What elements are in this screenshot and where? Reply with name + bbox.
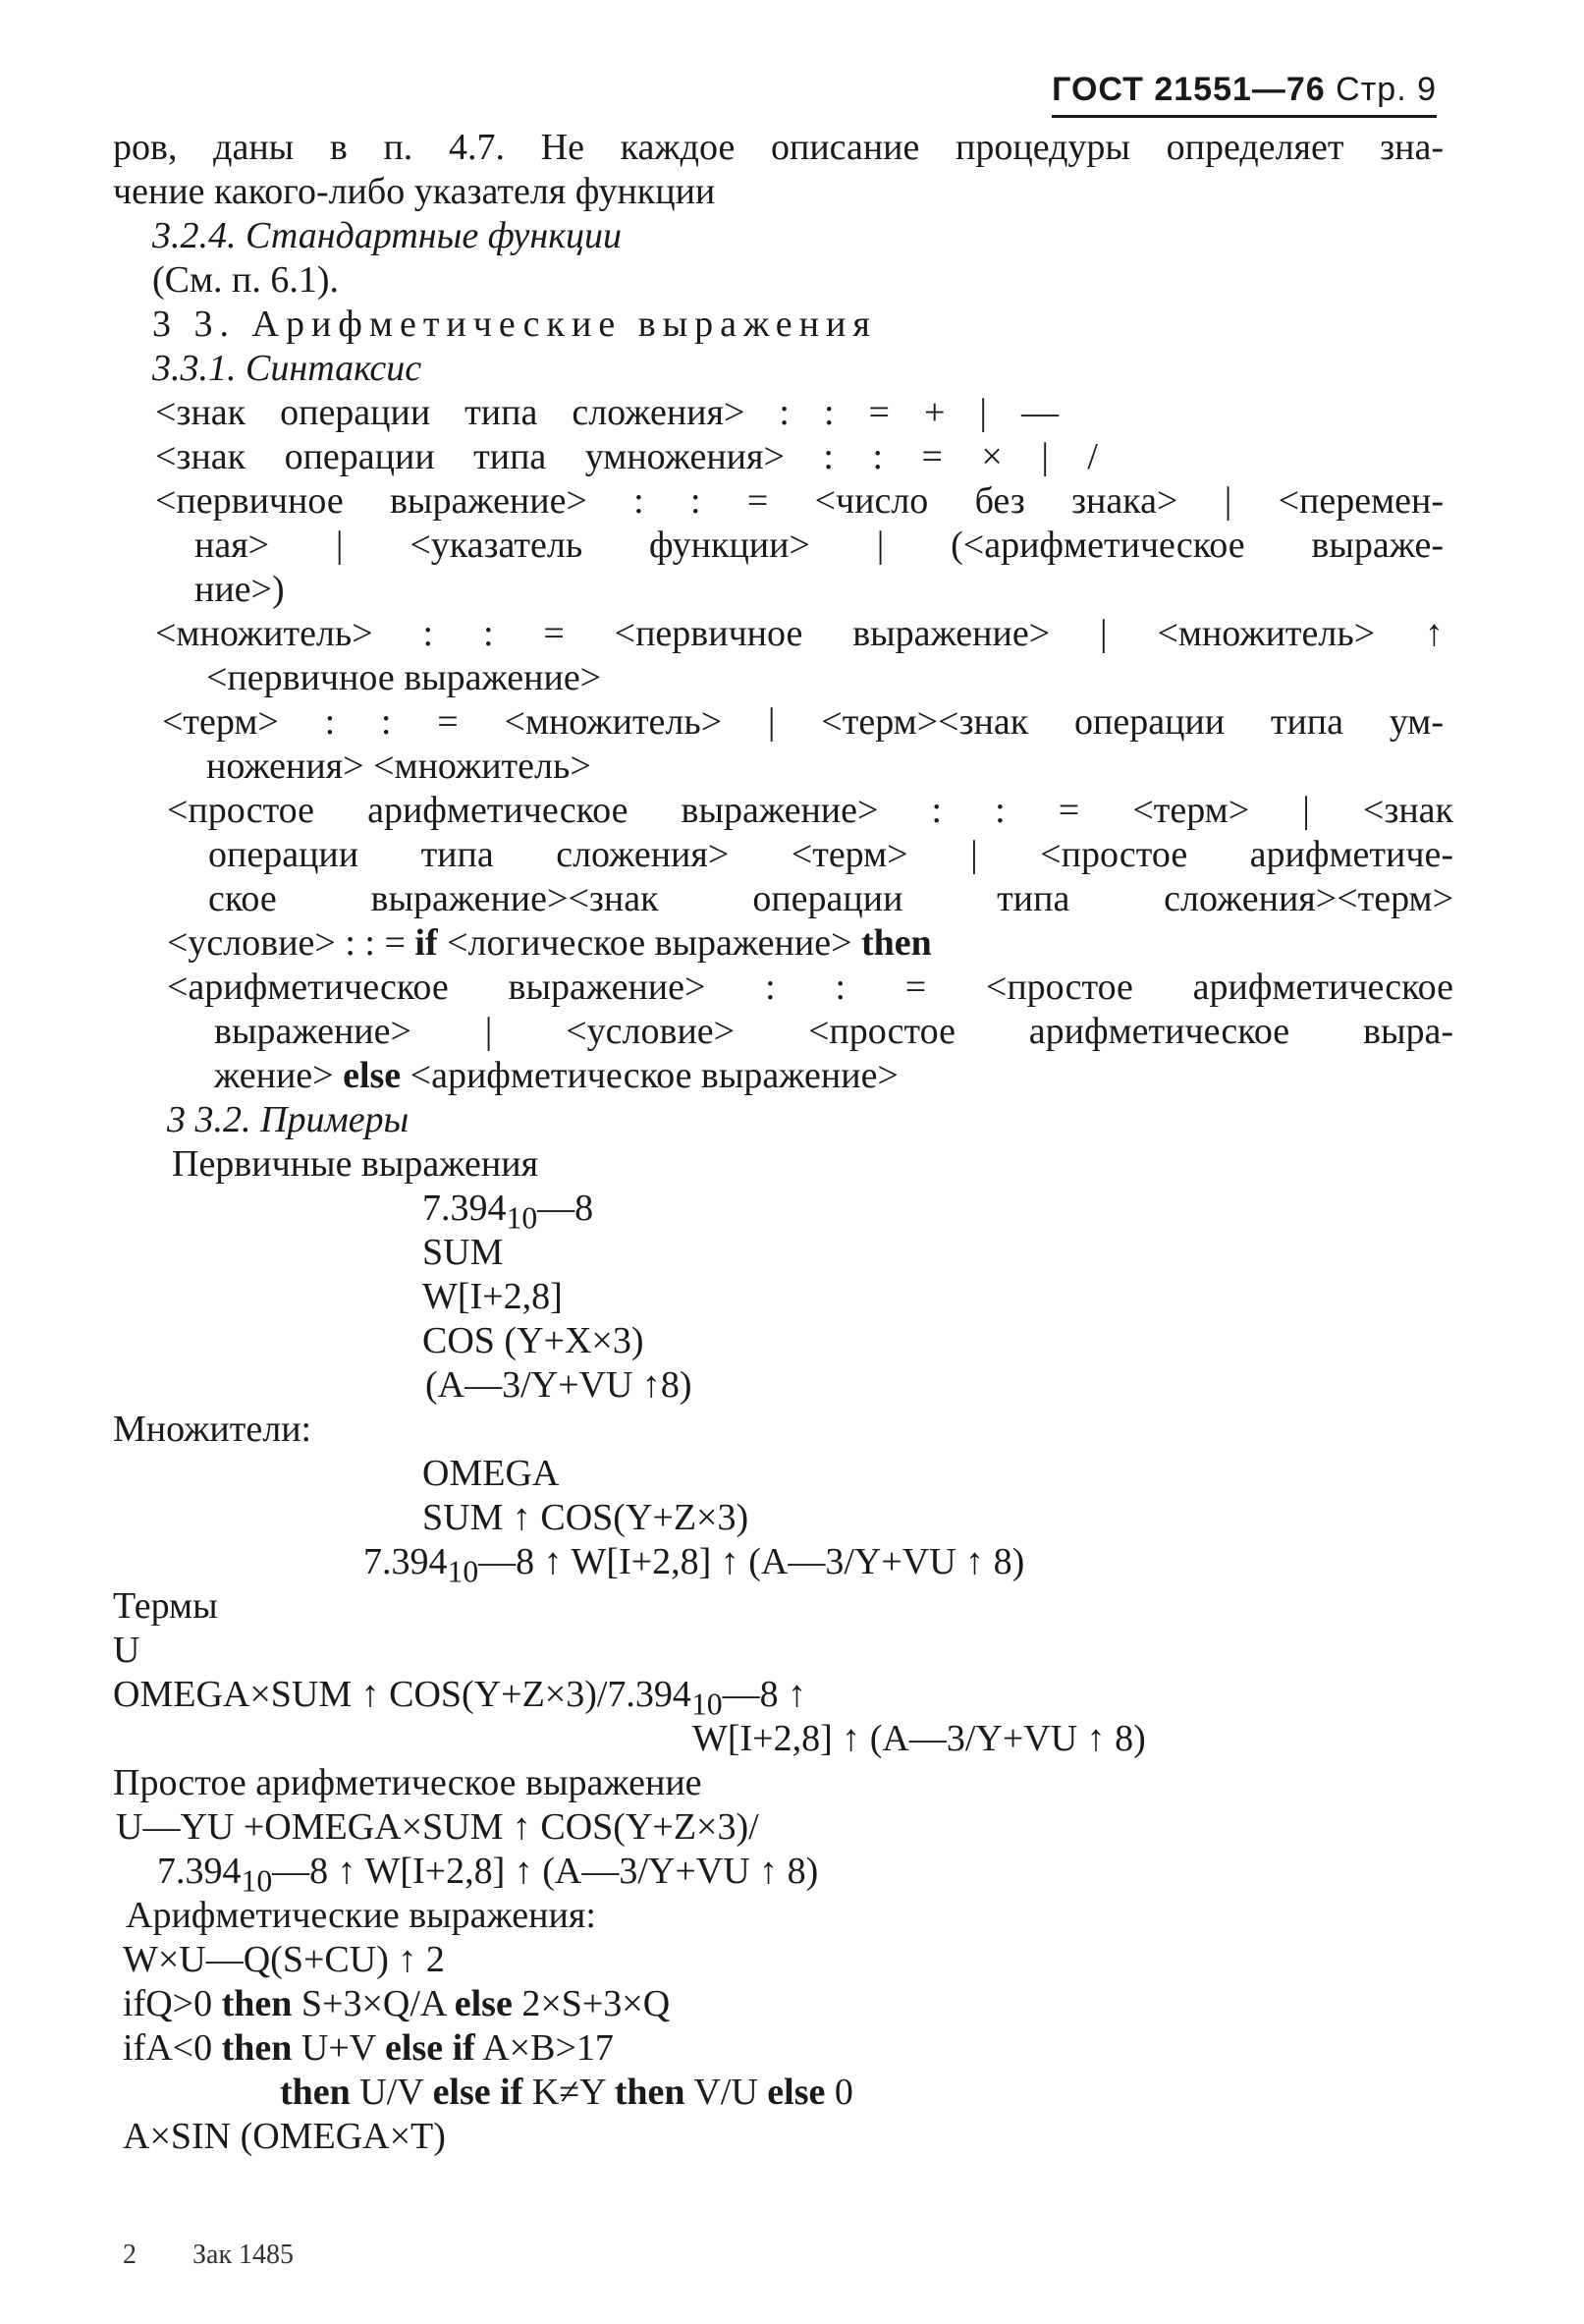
text-line: $7.394_{10}—8$ ↑ W[I+2,8] ↑ (A—3/Y+VU ↑ 8) [157,1851,819,1899]
text-line: OMEGA×SUM ↑ $COS(Y+Z\times 3)/7.394_{10}—8$ ↑ [113,1674,807,1722]
text-line: W×U—Q(S+CU) ↑ 2 [123,1939,445,1980]
text-line: <терм> : : = <множитель> | <терм><знак операции типа ум- [162,701,1444,743]
text-line: $7.394_{10}—8$ ↑ W[I+2,8] ↑ (A—3/Y+VU ↑ 8) [363,1541,1025,1589]
text-line: ifQ>0 then S+3×Q/A else 2×S+3×Q [123,1983,671,2024]
text-line: <знак операции типа сложения> : : = + | — [155,392,1059,433]
text-line: U—YU +OMEGA×SUM ↑ COS(Y+Z×3)/ [116,1806,759,1848]
text-line: Множители: [113,1409,312,1450]
text-line: ножения> <множитель> [206,746,591,787]
text-line: выражение> | <условие> <простое арифметическое выра- [214,1011,1453,1052]
footer [123,2240,343,2271]
text-line: 3 3.2. Примеры [167,1099,410,1140]
text-line: операции типа сложения> <терм> | <простое арифметиче- [208,834,1453,875]
text-line: SUM [422,1232,504,1273]
text-line: 3 3. Арифметические выражения [152,304,877,345]
text-line: <условие> : : = if <логическое выражение> then [167,922,932,964]
text-line: OMEGA [422,1453,560,1494]
text-line: ское выражение><знак операции типа сложения><терм> [208,878,1453,919]
text-line: ifA<0 then U+V else if A×B>17 [123,2027,614,2069]
text-line: ная> | <указатель функции> | (<арифметическое выраже- [194,525,1444,566]
text-line: W[I+2,8] [422,1276,563,1317]
text-line: Арифметические выражения: [126,1895,596,1936]
signature-number: 2 [123,2240,137,2270]
text-line: (A—3/Y+VU ↑8) [425,1364,692,1406]
text-line: W[I+2,8] ↑ (A—3/Y+VU ↑ 8) [692,1718,1146,1759]
text-line: жение> else <арифметическое выражение> [214,1055,899,1096]
text-line: COS (Y+X×3) [422,1320,644,1361]
text-line: <первичное выражение> [206,657,602,698]
text-line: Простое арифметическое выражение [113,1762,702,1803]
text-line: $7.394_{10}—8$ [422,1188,594,1236]
standard-number: ГОСТ 21551—76 [1052,71,1326,108]
text-line: <арифметическое выражение> : : = <простое арифметическое [167,967,1453,1008]
text-line: 3.3.1. Синтаксис [152,348,422,389]
text-line: ние>) [194,569,285,610]
text-line: Термы [113,1585,218,1627]
text-line: then U/V else if K≠Y then V/U else 0 [280,2072,853,2113]
text-line: <простое арифметическое выражение> : : = <терм> | <знак [167,790,1453,831]
text-line: ров, даны в п. 4.7. Не каждое описание процедуры определяет зна- [113,127,1444,168]
text-line: (См. п. 6.1). [152,259,340,301]
text-line: SUM ↑ COS(Y+Z×3) [422,1497,749,1538]
running-header [1052,71,1437,118]
text-line: <знак операции типа умножения> : : = × | / [155,436,1098,477]
page-number: Стр. 9 [1336,71,1437,108]
text-line: 3.2.4. Стандартные функции [152,215,622,256]
text-line: <первичное выражение> : : = <число без знака> | <перемен- [155,480,1444,522]
text-line: Первичные выражения [172,1143,539,1185]
text-line: U [113,1630,140,1671]
order-number: Зак 1485 [192,2240,295,2270]
text-line: A×SIN (OMEGA×T) [123,2116,446,2157]
text-line: чение какого-либо указателя функции [113,171,716,212]
text-line: <множитель> : : = <первичное выражение> | <множитель> ↑ [155,613,1444,654]
